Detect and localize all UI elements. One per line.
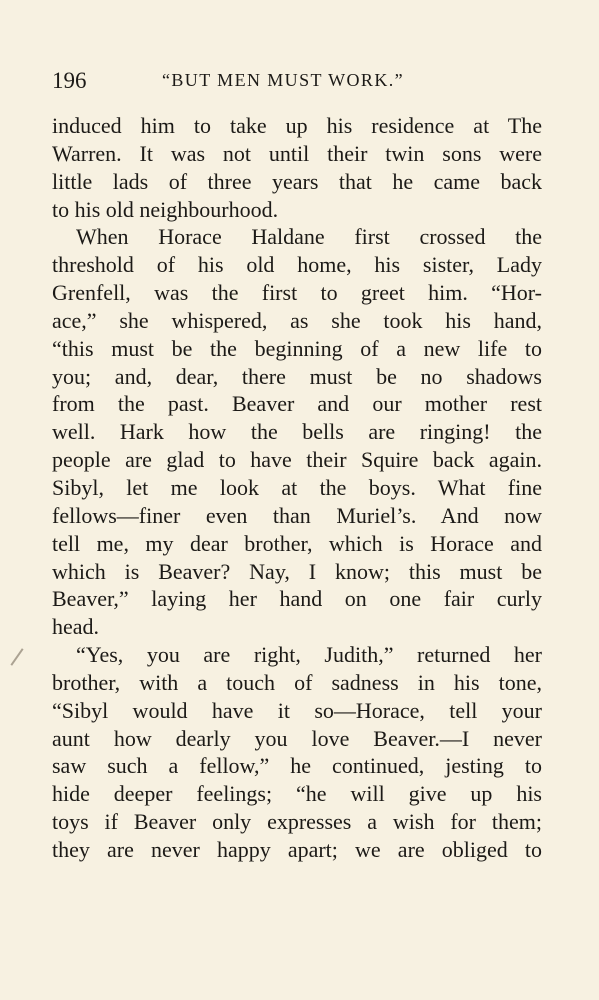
text-line: they are never happy apart; we are obliged to	[52, 836, 542, 862]
text-line: to his old neighbourhood.	[52, 196, 279, 222]
text-line: tell me, my dear brother, which is Horace and	[52, 530, 542, 556]
margin-pencil-mark	[10, 648, 23, 666]
text-line: When Horace Haldane first crossed the	[76, 224, 542, 250]
text-line: brother, with a touch of sadness in his tone,	[52, 669, 542, 695]
text-line: well. Hark how the bells are ringing! the	[52, 419, 542, 445]
body-text	[52, 112, 542, 864]
text-line: saw such a fellow,” he continued, jesting to	[52, 753, 542, 779]
text-line: which is Beaver? Nay, I know; this must be	[52, 558, 542, 584]
text-line: Beaver,” laying her hand on one fair curly	[52, 586, 542, 612]
text-line: you; and, dear, there must be no shadows	[52, 363, 542, 389]
text-line: Grenfell, was the first to greet him. “Hor-	[52, 280, 542, 306]
text-line: Sibyl, let me look at the boys. What fine	[52, 474, 542, 500]
text-line: “this must be the beginning of a new life to	[52, 335, 542, 361]
text-line: hide deeper feelings; “he will give up his	[52, 781, 542, 807]
text-line: “Yes, you are right, Judith,” returned her	[76, 642, 542, 668]
text-line: from the past. Beaver and our mother rest	[52, 391, 542, 417]
page-header	[52, 68, 542, 100]
text-line: aunt how dearly you love Beaver.—I never	[52, 725, 542, 751]
text-line: “Sibyl would have it so—Horace, tell your	[52, 697, 542, 723]
text-line: toys if Beaver only expresses a wish for them;	[52, 809, 542, 835]
text-line: induced him to take up his residence at The	[52, 113, 542, 138]
text-line: people are glad to have their Squire back again.	[52, 447, 542, 473]
text-line: threshold of his old home, his sister, Lady	[52, 252, 542, 278]
running-head: “BUT MEN MUST WORK.”	[162, 70, 405, 90]
text-line: fellows—finer even than Muriel’s. And now	[52, 502, 542, 528]
text-line: little lads of three years that he came back	[52, 168, 542, 194]
text-line: ace,” she whispered, as she took his hand,	[52, 307, 542, 333]
text-line: Warren. It was not until their twin sons were	[52, 140, 542, 166]
text-line: head.	[52, 614, 100, 640]
page-number: 196	[52, 68, 87, 93]
